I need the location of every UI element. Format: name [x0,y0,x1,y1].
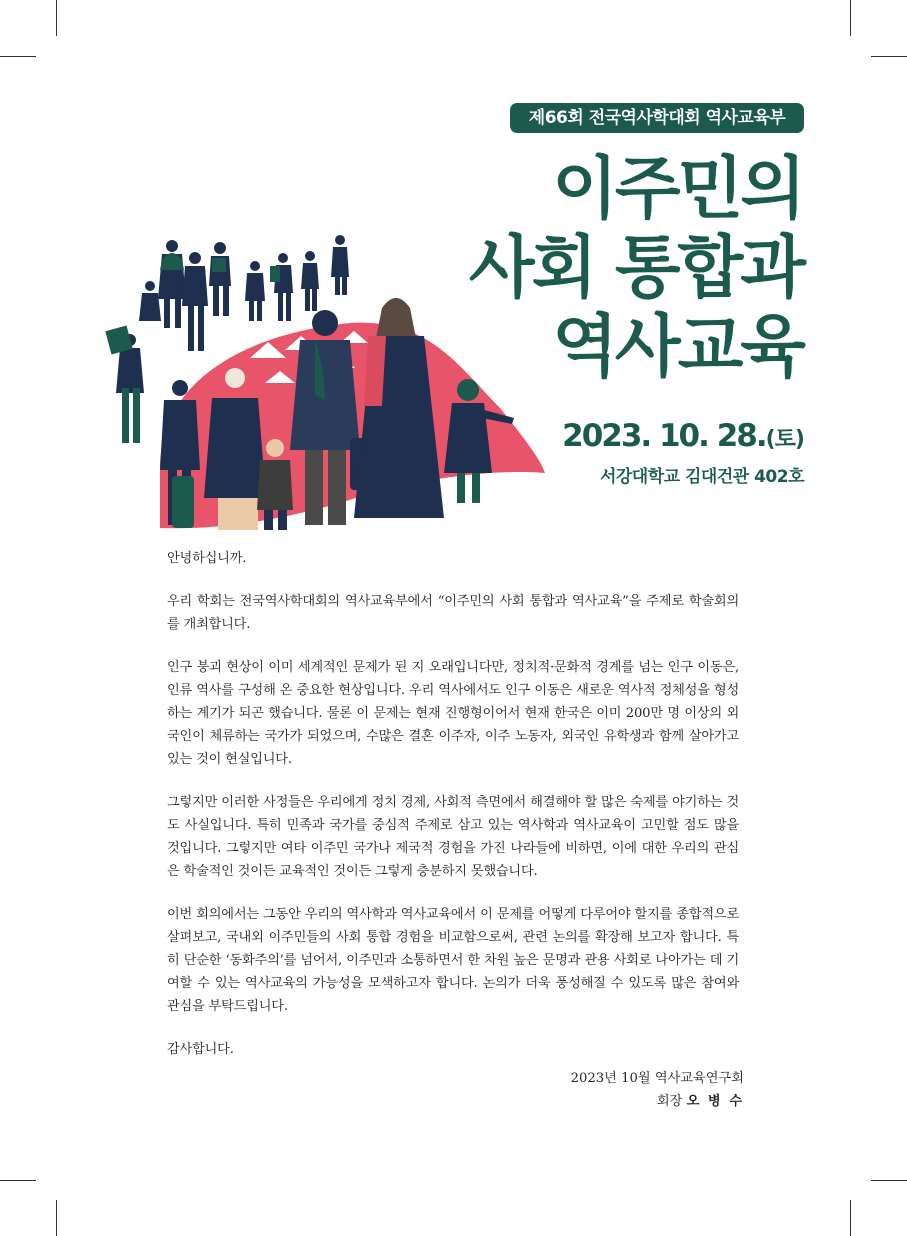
crop-mark [871,56,907,57]
event-badge: 제66회 전국역사학대회 역사교육부 [510,103,804,133]
title-line: 이주민의 [552,150,803,229]
crop-mark [56,1200,57,1236]
signature-name: 오 병 수 [686,1094,744,1109]
signature-date-org: 2023년 10월 역사교육연구회 [570,1071,744,1086]
closing: 감사합니다. [167,1042,234,1057]
title-line: 역사교육 [552,308,803,387]
crop-mark [0,1180,36,1181]
title-line: 사회 통합과 [468,229,803,308]
migrants-illustration [100,228,550,530]
letter-paragraph: 인구 붕괴 현상이 이미 세계적인 문제가 된 지 오래입니다만, 정치적·문화적 경계를 넘는 인구 이동은, 인류 역사를 구성해 온 중요한 현상입니다. 우리 역사에서도 인구 이동은 새로운 역사적 정체성을 형성하는 계기가 되곤 했습니다. 물론 이 문제는 현재 진행형이어서 현재 한국은 이미 200만 명 이상의 외국인이 체류하는 국가가 되었으며, 수많은 결혼 이주자, 이주 노동자, 외국인 유학생과 함께 살아가고 있는 것이 현실입니다. [167,660,739,767]
letter-paragraph: 그렇지만 이러한 사정들은 우리에게 정치 경제, 사회적 측면에서 해결해야 할 많은 숙제를 야기하는 것도 사실입니다. 특히 민족과 국가를 중심적 주제로 삼고 있는 역사학과 역사교육이 고민할 점도 많을 것입니다. 그렇지만 여타 이주민 국가나 제국적 경험을 가진 나라들에 비하면, 이에 대한 우리의 관심은 학술적인 것이든 교육적인 것이든 그렇게 충분하지 못했습니다. [167,795,739,879]
crop-mark [871,1180,907,1181]
letter-paragraph: 우리 학회는 전국역사학대회의 역사교육부에서 “이주민의 사회 통합과 역사교육”을 주제로 학술회의를 개최합니다. [167,594,739,632]
crop-mark [56,0,57,36]
signature-name-line [571,1090,744,1113]
crop-mark [0,56,36,57]
weekday-text: (토) [765,427,804,452]
event-venue: 서강대학교 김대건관 402호 [599,467,804,487]
signature-block [571,1067,744,1113]
invitation-letter [167,547,739,1081]
signature-title: 회장 [656,1094,683,1109]
greeting: 안녕하십니까. [167,551,247,566]
event-date [562,418,804,454]
letter-paragraph: 이번 회의에서는 그동안 우리의 역사학과 역사교육에서 이 문제를 어떻게 다루어야 할지를 종합적으로 살펴보고, 국내외 이주민들의 사회 통합 경험을 비교함으로써, 관련 논의를 확장해 보고자 합니다. 특히 단순한 ‘동화주의’를 넘어서, 이주민과 소통하면서 한 차원 높은 문명과 관용 사회로 나아가는 데 기여할 수 있는 역사교육의 가능성을 모색하고자 합니다. 논의가 더욱 풍성해질 수 있도록 많은 참여와 관심을 부탁드립니다. [167,907,739,1014]
crop-mark [850,0,851,36]
date-text: 2023. 10. 28. [562,418,766,454]
crop-mark [850,1200,851,1236]
